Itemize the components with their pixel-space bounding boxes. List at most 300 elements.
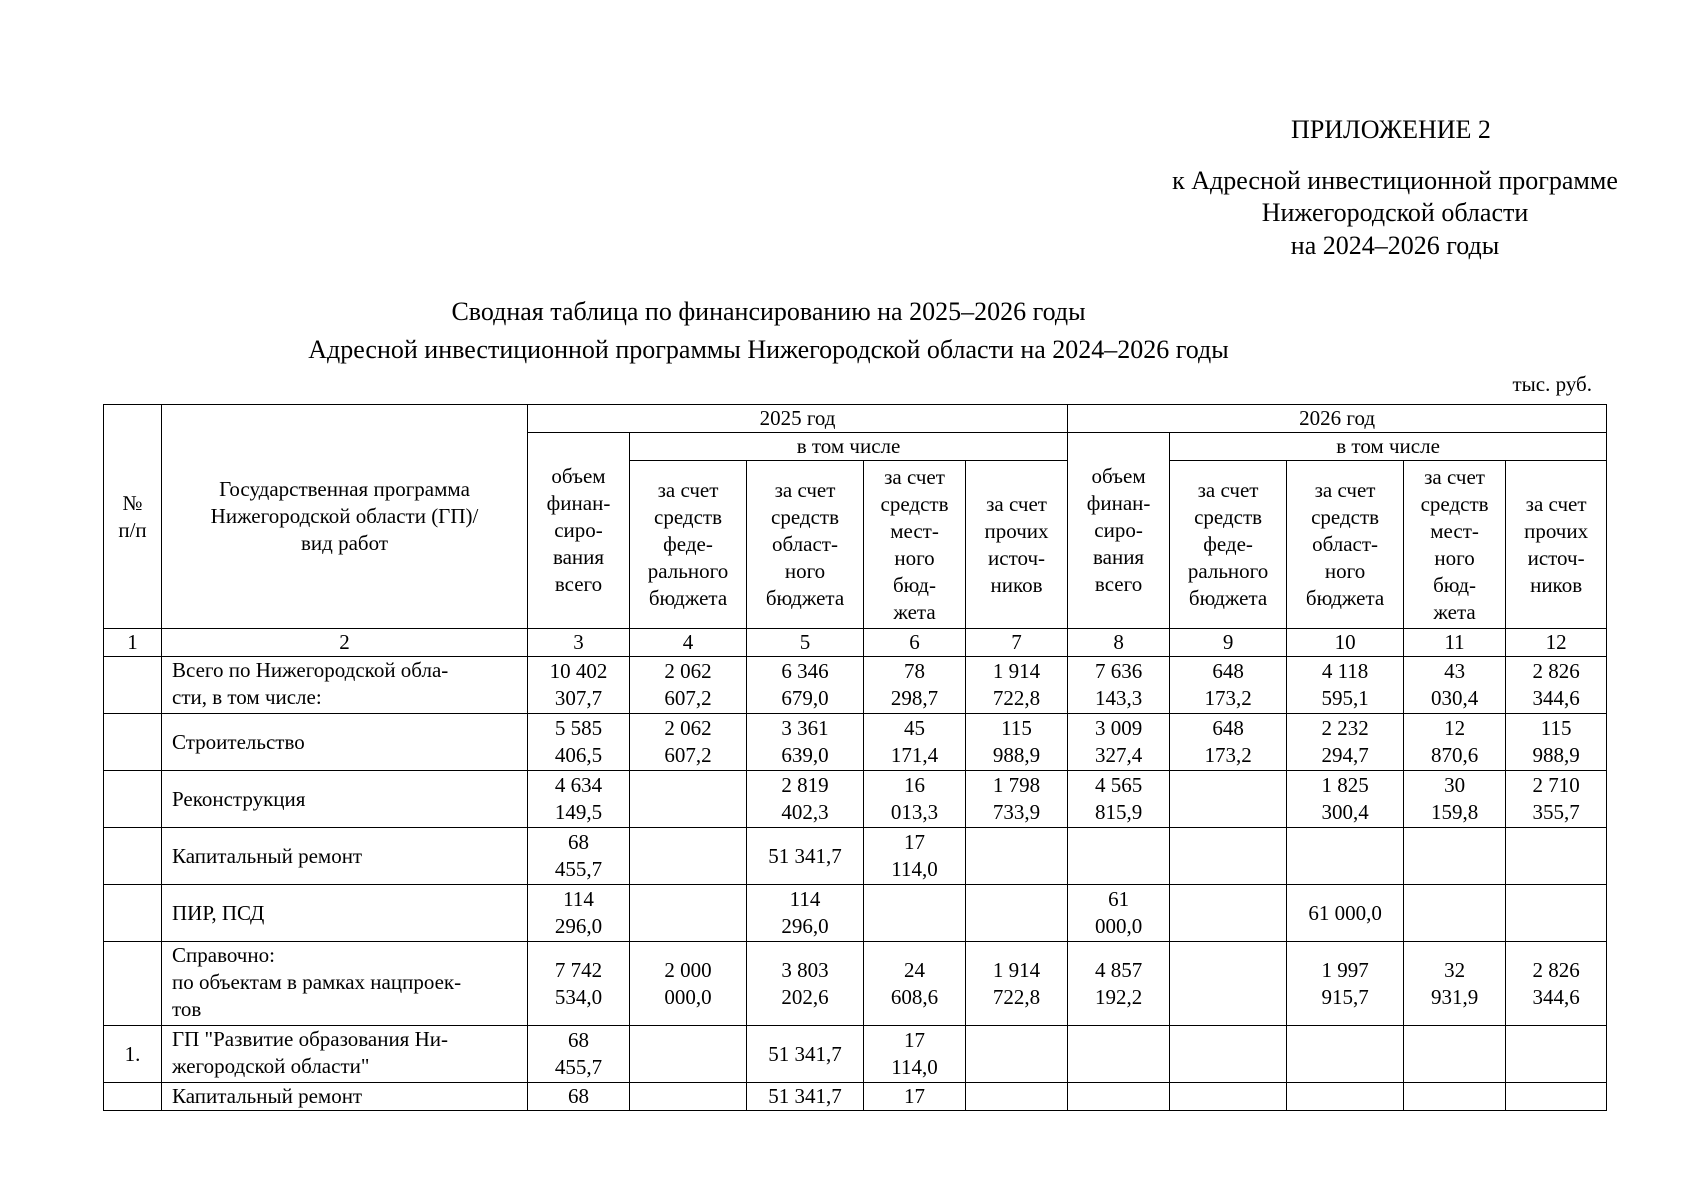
value-line: 192,2 (1094, 984, 1143, 1009)
value-cell (966, 885, 1068, 942)
value-cell (528, 714, 630, 771)
value-cell (1404, 885, 1506, 942)
column-number: 2 (162, 629, 528, 657)
header-text: за счет (986, 491, 1047, 516)
value-cell (747, 942, 864, 1026)
value-line: 298,7 (890, 686, 939, 710)
value-cell (1068, 771, 1170, 828)
header-text: всего (1094, 572, 1143, 596)
value-cell (966, 714, 1068, 771)
value-cell (747, 828, 864, 885)
header-text: ного (894, 545, 935, 570)
header-text: бюджета (1305, 586, 1385, 610)
value-cell (1068, 714, 1170, 771)
table-row (104, 1083, 1607, 1111)
value-cell (966, 771, 1068, 828)
column-number: 1 (104, 629, 162, 657)
value-line: 4 634 (554, 773, 603, 797)
value-line: 78 (904, 659, 925, 683)
header-text: ного (1324, 559, 1366, 583)
value-line: 24 (904, 957, 925, 982)
header-text: феде- (1203, 532, 1253, 556)
header-text: п/п (118, 517, 147, 542)
header-federal (630, 461, 747, 629)
row-name (162, 714, 528, 771)
value-cell (1404, 714, 1506, 771)
value-line: 4 857 (1094, 957, 1143, 982)
header-year-2026: 2026 год (1068, 405, 1607, 433)
value-cell (1506, 657, 1607, 714)
header-text: мест- (890, 518, 939, 543)
row-name (162, 657, 528, 714)
value-line: 17 (904, 1028, 925, 1052)
value-line: 2 232 (1321, 716, 1369, 740)
appendix-line: Нижегородской области (1261, 198, 1529, 227)
value-line: 000,0 (1094, 914, 1143, 938)
value-cell (1068, 828, 1170, 885)
row-name-line: Справочно: (172, 943, 275, 967)
value-cell (1287, 1083, 1404, 1111)
value-line: 1 798 (992, 773, 1041, 797)
row-name-line: ПИР, ПСД (172, 900, 265, 925)
value-cell (1068, 942, 1170, 1026)
header-text: средств (1311, 505, 1380, 529)
row-name-line: Всего по Нижегородской обла- (172, 658, 449, 682)
column-number: 3 (528, 629, 630, 657)
header-text: жета (1433, 599, 1476, 624)
value-cell (1068, 1083, 1170, 1111)
row-name-line: Капитальный ремонт (172, 1084, 363, 1108)
value-cell (1287, 942, 1404, 1026)
value-line: 115 (1001, 716, 1032, 740)
value-line: 344,6 (1532, 686, 1580, 710)
header-text: ного (784, 559, 826, 583)
value-line: 173,2 (1204, 743, 1252, 767)
value-cell (1506, 828, 1607, 885)
row-name-line: Строительство (172, 729, 305, 754)
value-cell (1170, 1026, 1287, 1083)
value-cell (966, 1083, 1068, 1111)
column-number: 7 (966, 629, 1068, 657)
value-cell (1404, 1083, 1506, 1111)
header-text: област- (772, 532, 838, 556)
value-line: 45 (904, 716, 925, 740)
value-line: 1 825 (1321, 773, 1369, 797)
value-line: 159,8 (1430, 800, 1479, 824)
header-text: сиро- (1094, 518, 1143, 542)
value-line: 51 341,7 (768, 1084, 842, 1108)
value-cell (1170, 885, 1287, 942)
value-line: 402,3 (781, 800, 829, 824)
value-line: 648 (1212, 659, 1244, 683)
value-line: 296,0 (781, 914, 829, 938)
row-number (104, 828, 162, 885)
value-line: 307,7 (554, 686, 603, 710)
value-cell (1287, 771, 1404, 828)
value-line: 931,9 (1430, 984, 1479, 1009)
value-line: 115 (1540, 716, 1572, 740)
value-line: 6 346 (781, 659, 829, 683)
header-text: прочих (984, 518, 1049, 543)
row-name-line: ГП "Развитие образования Ни- (172, 1027, 448, 1051)
table-title-line-1: Сводная таблица по финансированию на 2025–2026 годы (451, 297, 1086, 326)
value-line: 2 000 (664, 957, 712, 982)
header-text: средств (880, 491, 949, 516)
table-row (104, 828, 1607, 885)
header-text: феде- (663, 532, 713, 556)
table-row (104, 771, 1607, 828)
value-line: 17 (904, 1084, 925, 1108)
header-text: средств (654, 505, 722, 529)
value-cell (864, 885, 966, 942)
header-text: источ- (988, 545, 1046, 570)
value-line: 1 997 (1321, 957, 1369, 982)
header-num (104, 405, 162, 629)
value-line: 679,0 (781, 686, 829, 710)
value-line: 61 (1108, 887, 1130, 911)
header-text: рального (647, 559, 729, 583)
header-text: ного (1434, 545, 1475, 570)
header-regional (1287, 461, 1404, 629)
value-line: 406,5 (554, 743, 603, 767)
header-text: за счет (1314, 478, 1376, 502)
value-cell (1506, 942, 1607, 1026)
column-number: 11 (1404, 629, 1506, 657)
column-number: 12 (1506, 629, 1607, 657)
value-line: 149,5 (554, 800, 603, 824)
value-cell (1506, 771, 1607, 828)
value-line: 455,7 (554, 1055, 603, 1079)
header-program (162, 405, 528, 629)
value-line: 2 819 (781, 773, 829, 797)
value-cell (864, 657, 966, 714)
value-line: 143,3 (1094, 686, 1143, 710)
header-text: бюджета (765, 586, 845, 610)
header-text: объем (1091, 464, 1146, 488)
value-line: 51 341,7 (768, 843, 842, 868)
appendix-label: ПРИЛОЖЕНИЕ 2 (1291, 115, 1491, 144)
column-number: 6 (864, 629, 966, 657)
value-line: 2 062 (664, 659, 712, 683)
value-line: 7 742 (554, 957, 603, 982)
table-row (104, 885, 1607, 942)
header-text: ников (990, 572, 1043, 597)
header-text: средств (771, 505, 839, 529)
value-cell (747, 714, 864, 771)
header-text: за счет (1525, 491, 1587, 516)
header-text: бюджета (1188, 586, 1268, 610)
header-text: средств (1420, 491, 1489, 516)
header-text: объем (551, 464, 606, 488)
value-cell (1170, 657, 1287, 714)
value-line: 607,2 (664, 686, 712, 710)
value-cell (966, 828, 1068, 885)
row-number (104, 657, 162, 714)
header-text: за счет (884, 464, 945, 489)
value-line: 68 (568, 1084, 589, 1108)
value-line: 114 (789, 887, 821, 911)
value-line: 030,4 (1430, 686, 1479, 710)
value-cell (1170, 714, 1287, 771)
value-cell (630, 657, 747, 714)
value-cell (1404, 942, 1506, 1026)
value-line: 61 000,0 (1308, 900, 1382, 925)
row-name (162, 1026, 528, 1083)
value-line: 68 (568, 830, 589, 854)
header-total (1068, 433, 1170, 629)
value-line: 294,7 (1321, 743, 1369, 767)
row-number (104, 714, 162, 771)
value-cell (747, 885, 864, 942)
value-cell (1506, 1026, 1607, 1083)
header-year-2025: 2025 год (528, 405, 1068, 433)
value-line: 733,9 (992, 800, 1041, 824)
value-cell (1287, 1026, 1404, 1083)
value-cell (630, 1083, 747, 1111)
header-local (1404, 461, 1506, 629)
value-cell (630, 885, 747, 942)
financing-table (103, 404, 1607, 1111)
value-line: 1 914 (992, 659, 1041, 683)
value-cell (528, 771, 630, 828)
value-cell (1404, 828, 1506, 885)
header-including: в том числе (630, 433, 1068, 461)
appendix-line: к Адресной инвестиционной программе (1172, 166, 1618, 195)
column-number: 10 (1287, 629, 1404, 657)
header-local (864, 461, 966, 629)
value-cell (747, 771, 864, 828)
value-line: 2 710 (1532, 773, 1580, 797)
row-name-line: сти, в том числе: (172, 685, 322, 709)
value-line: 32 (1444, 957, 1466, 982)
header-text: средств (1194, 505, 1263, 529)
row-name (162, 1083, 528, 1111)
value-line: 300,4 (1321, 800, 1369, 824)
header-text: № (122, 490, 143, 515)
value-cell (1287, 828, 1404, 885)
header-text: Государственная программа (219, 477, 470, 501)
value-cell (1404, 1026, 1506, 1083)
value-line: 2 062 (664, 716, 712, 740)
value-line: 114,0 (891, 857, 938, 881)
column-number: 5 (747, 629, 864, 657)
value-cell (1068, 1026, 1170, 1083)
value-line: 639,0 (781, 743, 829, 767)
column-number: 8 (1068, 629, 1170, 657)
value-cell (1287, 714, 1404, 771)
value-line: 534,0 (554, 984, 603, 1009)
value-line: 3 009 (1094, 716, 1143, 740)
units-label: тыс. руб. (1512, 372, 1592, 396)
value-cell (1287, 885, 1404, 942)
value-line: 3 803 (781, 957, 829, 982)
value-line: 722,8 (992, 686, 1041, 710)
value-line: 344,6 (1532, 984, 1580, 1009)
value-line: 296,0 (554, 914, 603, 938)
header-text: вид работ (301, 531, 388, 555)
value-cell (747, 657, 864, 714)
value-cell (966, 657, 1068, 714)
header-text: рального (1187, 559, 1269, 583)
row-name (162, 942, 528, 1026)
value-line: 988,9 (1532, 743, 1580, 767)
header-text: Нижегородской области (ГП)/ (210, 504, 479, 528)
row-number (104, 885, 162, 942)
value-cell (1068, 885, 1170, 942)
value-line: 722,8 (992, 984, 1041, 1009)
header-text: за счет (1197, 478, 1259, 502)
table-row (104, 942, 1607, 1026)
header-text: источ- (1527, 545, 1585, 570)
value-cell (528, 828, 630, 885)
value-cell (528, 942, 630, 1026)
value-line: 43 (1444, 659, 1466, 683)
header-text: сиро- (554, 518, 603, 542)
value-line: 7 636 (1094, 659, 1143, 683)
row-number: 1. (104, 1026, 162, 1083)
value-line: 114 (563, 887, 594, 911)
header-text: бюд- (1433, 572, 1477, 597)
table-row (104, 657, 1607, 714)
header-text: прочих (1524, 518, 1589, 543)
value-line: 870,6 (1430, 743, 1479, 767)
value-cell (630, 828, 747, 885)
table-row (104, 714, 1607, 771)
column-number: 4 (630, 629, 747, 657)
value-cell (1170, 771, 1287, 828)
value-cell (864, 714, 966, 771)
header-other (1506, 461, 1607, 629)
value-cell (1506, 1083, 1607, 1111)
value-line: 51 341,7 (768, 1041, 842, 1066)
appendix-line: на 2024–2026 годы (1290, 231, 1500, 260)
value-cell (1170, 942, 1287, 1026)
header-text: финан- (1086, 491, 1151, 515)
row-name-line: Капитальный ремонт (172, 843, 363, 868)
row-name-line: тов (172, 997, 202, 1021)
value-cell (747, 1026, 864, 1083)
value-line: 355,7 (1532, 800, 1580, 824)
value-cell (864, 828, 966, 885)
header-other (966, 461, 1068, 629)
value-cell (528, 885, 630, 942)
row-name (162, 885, 528, 942)
value-line: 455,7 (554, 857, 603, 881)
value-cell (966, 1026, 1068, 1083)
value-line: 000,0 (664, 984, 712, 1009)
value-line: 4 565 (1094, 773, 1143, 797)
value-cell (1506, 714, 1607, 771)
header-text: всего (554, 572, 603, 596)
row-name-line: по объектам в рамках нацпроек- (172, 970, 462, 994)
value-line: 1 914 (992, 957, 1041, 982)
value-line: 915,7 (1321, 984, 1369, 1009)
value-cell (630, 1026, 747, 1083)
value-cell (630, 714, 747, 771)
value-line: 16 (904, 773, 925, 797)
value-line: 10 402 (549, 659, 608, 683)
value-line: 114,0 (891, 1055, 938, 1079)
column-number: 9 (1170, 629, 1287, 657)
value-line: 988,9 (992, 743, 1041, 767)
value-line: 17 (904, 830, 925, 854)
table-row (104, 1026, 1607, 1083)
header-including: в том числе (1170, 433, 1607, 461)
value-cell (1404, 771, 1506, 828)
value-cell (864, 1026, 966, 1083)
value-line: 68 (568, 1028, 589, 1052)
header-text: вания (552, 545, 605, 569)
header-text: за счет (657, 478, 719, 502)
value-line: 607,2 (664, 743, 712, 767)
value-line: 173,2 (1204, 686, 1252, 710)
header-text: област- (1312, 532, 1379, 556)
value-cell (747, 1083, 864, 1111)
table-title-line-2: Адресной инвестиционной программы Нижегородской области на 2024–2026 годы (308, 335, 1229, 364)
header-text: финан- (546, 491, 611, 515)
header-regional (747, 461, 864, 629)
value-cell (528, 1083, 630, 1111)
row-number (104, 771, 162, 828)
value-line: 4 118 (1321, 659, 1369, 683)
header-text: за счет (774, 478, 836, 502)
value-cell (528, 657, 630, 714)
value-cell (1287, 657, 1404, 714)
row-name-line: Реконструкция (172, 786, 306, 811)
value-line: 2 826 (1532, 659, 1580, 683)
header-text: вания (1093, 545, 1145, 569)
row-number (104, 1083, 162, 1111)
row-name (162, 771, 528, 828)
value-cell (528, 1026, 630, 1083)
value-cell (1404, 657, 1506, 714)
value-line: 327,4 (1094, 743, 1143, 767)
value-cell (1506, 885, 1607, 942)
value-cell (966, 942, 1068, 1026)
row-number (104, 942, 162, 1026)
value-cell (864, 942, 966, 1026)
header-text: за счет (1424, 464, 1485, 489)
value-line: 648 (1212, 716, 1244, 740)
value-cell (1170, 1083, 1287, 1111)
value-cell (864, 771, 966, 828)
header-text: бюд- (893, 572, 936, 597)
header-total (528, 433, 630, 629)
header-text: бюджета (648, 586, 728, 610)
value-line: 12 (1444, 716, 1466, 740)
row-name-line: жегородской области" (172, 1054, 370, 1078)
value-line: 171,4 (890, 743, 939, 767)
value-line: 202,6 (781, 984, 829, 1009)
value-line: 3 361 (781, 716, 829, 740)
header-federal (1170, 461, 1287, 629)
value-cell (1068, 657, 1170, 714)
value-line: 30 (1444, 773, 1466, 797)
header-text: жета (893, 599, 936, 624)
value-cell (864, 1083, 966, 1111)
header-text: мест- (1430, 518, 1479, 543)
value-line: 5 585 (554, 716, 603, 740)
value-line: 608,6 (890, 984, 939, 1009)
value-line: 815,9 (1094, 800, 1143, 824)
value-cell (630, 771, 747, 828)
header-text: ников (1530, 572, 1583, 597)
value-line: 595,1 (1321, 686, 1369, 710)
value-line: 013,3 (890, 800, 939, 824)
row-name (162, 828, 528, 885)
value-cell (1170, 828, 1287, 885)
value-cell (630, 942, 747, 1026)
